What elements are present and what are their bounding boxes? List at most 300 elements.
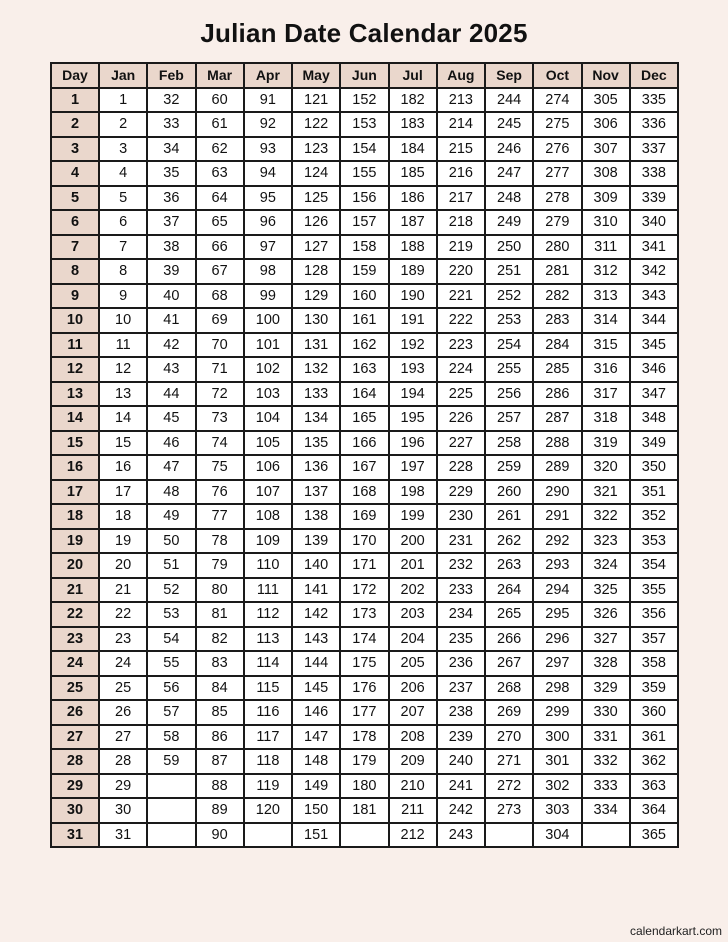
julian-date-cell: 325 <box>582 578 630 603</box>
julian-date-cell: 236 <box>437 651 485 676</box>
julian-date-cell: 12 <box>99 357 147 382</box>
julian-date-cell: 161 <box>340 308 388 333</box>
julian-date-cell: 220 <box>437 259 485 284</box>
day-number-cell: 24 <box>51 651 99 676</box>
julian-date-cell: 136 <box>292 455 340 480</box>
julian-date-cell: 317 <box>582 382 630 407</box>
julian-date-cell: 354 <box>630 553 678 578</box>
julian-date-cell: 334 <box>582 798 630 823</box>
julian-date-cell: 83 <box>196 651 244 676</box>
month-column-header: May <box>292 63 340 88</box>
julian-date-cell: 273 <box>485 798 533 823</box>
julian-date-cell: 51 <box>147 553 195 578</box>
julian-date-cell: 280 <box>533 235 581 260</box>
julian-date-cell: 230 <box>437 504 485 529</box>
julian-date-cell <box>147 774 195 799</box>
julian-date-cell: 128 <box>292 259 340 284</box>
table-row <box>51 504 678 529</box>
julian-date-cell: 130 <box>292 308 340 333</box>
julian-date-cell: 159 <box>340 259 388 284</box>
julian-date-cell: 337 <box>630 137 678 162</box>
julian-date-cell: 139 <box>292 529 340 554</box>
table-row <box>51 627 678 652</box>
julian-date-cell: 248 <box>485 186 533 211</box>
julian-date-cell: 82 <box>196 627 244 652</box>
julian-date-cell: 21 <box>99 578 147 603</box>
julian-date-cell: 28 <box>99 749 147 774</box>
table-row <box>51 553 678 578</box>
julian-date-cell: 74 <box>196 431 244 456</box>
julian-date-cell: 348 <box>630 406 678 431</box>
julian-date-cell: 189 <box>389 259 437 284</box>
julian-date-cell: 66 <box>196 235 244 260</box>
julian-date-cell: 54 <box>147 627 195 652</box>
julian-date-cell: 185 <box>389 161 437 186</box>
day-number-cell: 16 <box>51 455 99 480</box>
julian-date-cell: 187 <box>389 210 437 235</box>
table-row <box>51 798 678 823</box>
julian-date-cell: 151 <box>292 823 340 848</box>
julian-date-cell: 360 <box>630 700 678 725</box>
julian-date-cell: 309 <box>582 186 630 211</box>
julian-date-cell: 357 <box>630 627 678 652</box>
julian-date-cell: 186 <box>389 186 437 211</box>
julian-date-cell: 152 <box>340 88 388 113</box>
julian-date-cell: 50 <box>147 529 195 554</box>
julian-date-cell: 208 <box>389 725 437 750</box>
julian-date-cell: 305 <box>582 88 630 113</box>
julian-date-cell: 320 <box>582 455 630 480</box>
julian-date-cell: 142 <box>292 602 340 627</box>
julian-date-cell: 26 <box>99 700 147 725</box>
julian-date-cell: 256 <box>485 382 533 407</box>
julian-date-cell: 338 <box>630 161 678 186</box>
julian-date-cell: 307 <box>582 137 630 162</box>
julian-date-cell <box>582 823 630 848</box>
day-number-cell: 5 <box>51 186 99 211</box>
julian-date-cell: 87 <box>196 749 244 774</box>
julian-date-cell: 262 <box>485 529 533 554</box>
julian-date-cell: 147 <box>292 725 340 750</box>
table-row <box>51 431 678 456</box>
day-number-cell: 22 <box>51 602 99 627</box>
julian-date-cell: 156 <box>340 186 388 211</box>
julian-date-cell: 298 <box>533 676 581 701</box>
julian-date-cell: 252 <box>485 284 533 309</box>
julian-date-cell: 9 <box>99 284 147 309</box>
month-column-header: Apr <box>244 63 292 88</box>
julian-date-cell: 306 <box>582 112 630 137</box>
julian-date-cell: 349 <box>630 431 678 456</box>
julian-date-cell: 292 <box>533 529 581 554</box>
julian-date-cell: 314 <box>582 308 630 333</box>
julian-date-cell: 253 <box>485 308 533 333</box>
julian-date-cell: 20 <box>99 553 147 578</box>
day-number-cell: 11 <box>51 333 99 358</box>
julian-date-cell: 244 <box>485 88 533 113</box>
julian-date-cell: 278 <box>533 186 581 211</box>
julian-date-cell: 137 <box>292 480 340 505</box>
julian-date-cell: 169 <box>340 504 388 529</box>
julian-date-cell: 115 <box>244 676 292 701</box>
julian-date-cell: 274 <box>533 88 581 113</box>
julian-date-cell: 287 <box>533 406 581 431</box>
julian-date-cell: 43 <box>147 357 195 382</box>
julian-date-cell: 119 <box>244 774 292 799</box>
julian-date-cell: 277 <box>533 161 581 186</box>
julian-date-cell: 200 <box>389 529 437 554</box>
julian-date-cell: 301 <box>533 749 581 774</box>
julian-date-cell: 165 <box>340 406 388 431</box>
julian-date-cell: 346 <box>630 357 678 382</box>
julian-date-cell: 199 <box>389 504 437 529</box>
julian-date-cell: 285 <box>533 357 581 382</box>
julian-date-cell: 175 <box>340 651 388 676</box>
julian-date-cell: 332 <box>582 749 630 774</box>
julian-date-cell: 132 <box>292 357 340 382</box>
julian-date-cell: 30 <box>99 798 147 823</box>
julian-date-cell: 279 <box>533 210 581 235</box>
julian-date-cell: 58 <box>147 725 195 750</box>
julian-date-cell: 153 <box>340 112 388 137</box>
julian-date-cell: 263 <box>485 553 533 578</box>
julian-date-cell: 6 <box>99 210 147 235</box>
julian-date-cell: 216 <box>437 161 485 186</box>
julian-date-cell: 126 <box>292 210 340 235</box>
julian-date-cell: 113 <box>244 627 292 652</box>
julian-date-cell: 71 <box>196 357 244 382</box>
julian-date-cell: 363 <box>630 774 678 799</box>
julian-date-cell: 103 <box>244 382 292 407</box>
julian-date-cell: 176 <box>340 676 388 701</box>
julian-date-cell: 282 <box>533 284 581 309</box>
julian-date-cell: 168 <box>340 480 388 505</box>
julian-date-cell: 27 <box>99 725 147 750</box>
julian-date-cell: 197 <box>389 455 437 480</box>
julian-date-cell <box>147 798 195 823</box>
day-number-cell: 21 <box>51 578 99 603</box>
julian-date-cell: 37 <box>147 210 195 235</box>
day-number-cell: 23 <box>51 627 99 652</box>
julian-date-cell: 272 <box>485 774 533 799</box>
table-row <box>51 333 678 358</box>
julian-date-cell: 268 <box>485 676 533 701</box>
julian-date-cell: 68 <box>196 284 244 309</box>
day-number-cell: 31 <box>51 823 99 848</box>
julian-date-cell: 77 <box>196 504 244 529</box>
julian-date-cell: 143 <box>292 627 340 652</box>
julian-date-cell: 296 <box>533 627 581 652</box>
julian-date-cell: 227 <box>437 431 485 456</box>
table-row <box>51 700 678 725</box>
julian-date-cell: 205 <box>389 651 437 676</box>
julian-date-cell: 350 <box>630 455 678 480</box>
julian-date-cell: 302 <box>533 774 581 799</box>
julian-date-cell: 266 <box>485 627 533 652</box>
julian-date-cell: 239 <box>437 725 485 750</box>
table-row <box>51 406 678 431</box>
table-row <box>51 651 678 676</box>
julian-date-cell: 202 <box>389 578 437 603</box>
table-row <box>51 382 678 407</box>
julian-date-cell: 284 <box>533 333 581 358</box>
julian-date-cell: 299 <box>533 700 581 725</box>
julian-date-cell: 79 <box>196 553 244 578</box>
julian-date-cell: 171 <box>340 553 388 578</box>
julian-date-cell <box>147 823 195 848</box>
julian-date-cell: 76 <box>196 480 244 505</box>
julian-date-cell: 127 <box>292 235 340 260</box>
julian-date-cell: 170 <box>340 529 388 554</box>
table-row <box>51 774 678 799</box>
julian-date-cell: 213 <box>437 88 485 113</box>
day-number-cell: 14 <box>51 406 99 431</box>
julian-date-cell: 201 <box>389 553 437 578</box>
julian-date-cell: 271 <box>485 749 533 774</box>
julian-date-cell: 89 <box>196 798 244 823</box>
julian-date-cell: 322 <box>582 504 630 529</box>
julian-date-cell: 117 <box>244 725 292 750</box>
julian-date-cell: 19 <box>99 529 147 554</box>
julian-date-cell: 1 <box>99 88 147 113</box>
month-column-header: Sep <box>485 63 533 88</box>
table-row <box>51 161 678 186</box>
julian-date-cell: 163 <box>340 357 388 382</box>
julian-date-cell: 328 <box>582 651 630 676</box>
julian-date-cell: 290 <box>533 480 581 505</box>
julian-date-cell: 196 <box>389 431 437 456</box>
julian-date-cell: 324 <box>582 553 630 578</box>
day-number-cell: 15 <box>51 431 99 456</box>
julian-date-cell: 62 <box>196 137 244 162</box>
julian-date-cell: 198 <box>389 480 437 505</box>
julian-date-cell: 160 <box>340 284 388 309</box>
julian-date-cell: 59 <box>147 749 195 774</box>
table-row <box>51 480 678 505</box>
julian-date-cell: 49 <box>147 504 195 529</box>
julian-date-cell: 212 <box>389 823 437 848</box>
julian-date-cell: 135 <box>292 431 340 456</box>
julian-date-cell: 223 <box>437 333 485 358</box>
julian-date-cell: 100 <box>244 308 292 333</box>
julian-date-cell: 190 <box>389 284 437 309</box>
julian-date-cell: 167 <box>340 455 388 480</box>
julian-date-cell: 303 <box>533 798 581 823</box>
julian-date-cell: 275 <box>533 112 581 137</box>
julian-date-cell: 157 <box>340 210 388 235</box>
julian-date-cell: 18 <box>99 504 147 529</box>
julian-date-cell: 93 <box>244 137 292 162</box>
julian-date-cell: 359 <box>630 676 678 701</box>
julian-date-cell: 249 <box>485 210 533 235</box>
table-row <box>51 235 678 260</box>
julian-date-cell: 257 <box>485 406 533 431</box>
julian-date-cell: 204 <box>389 627 437 652</box>
month-column-header: Jun <box>340 63 388 88</box>
month-column-header: Oct <box>533 63 581 88</box>
julian-date-cell: 35 <box>147 161 195 186</box>
day-number-cell: 3 <box>51 137 99 162</box>
julian-date-cell: 214 <box>437 112 485 137</box>
table-body <box>51 88 678 848</box>
julian-date-cell: 47 <box>147 455 195 480</box>
day-number-cell: 6 <box>51 210 99 235</box>
julian-date-cell: 219 <box>437 235 485 260</box>
julian-date-cell: 81 <box>196 602 244 627</box>
month-column-header: Aug <box>437 63 485 88</box>
month-column-header: Jul <box>389 63 437 88</box>
julian-date-cell: 45 <box>147 406 195 431</box>
julian-date-cell: 141 <box>292 578 340 603</box>
julian-date-cell: 344 <box>630 308 678 333</box>
table-row <box>51 112 678 137</box>
julian-date-cell: 148 <box>292 749 340 774</box>
day-number-cell: 7 <box>51 235 99 260</box>
julian-date-cell: 13 <box>99 382 147 407</box>
julian-date-cell: 195 <box>389 406 437 431</box>
julian-date-cell: 133 <box>292 382 340 407</box>
julian-date-cell: 183 <box>389 112 437 137</box>
julian-date-cell: 44 <box>147 382 195 407</box>
julian-date-cell: 123 <box>292 137 340 162</box>
table-row <box>51 259 678 284</box>
julian-date-cell: 323 <box>582 529 630 554</box>
table-row <box>51 357 678 382</box>
day-number-cell: 8 <box>51 259 99 284</box>
julian-date-cell: 331 <box>582 725 630 750</box>
julian-date-cell: 184 <box>389 137 437 162</box>
julian-date-cell: 146 <box>292 700 340 725</box>
julian-date-cell: 104 <box>244 406 292 431</box>
julian-date-cell: 80 <box>196 578 244 603</box>
day-number-cell: 28 <box>51 749 99 774</box>
julian-date-cell: 24 <box>99 651 147 676</box>
julian-date-cell: 243 <box>437 823 485 848</box>
month-column-header: Nov <box>582 63 630 88</box>
julian-date-cell: 164 <box>340 382 388 407</box>
julian-date-cell: 3 <box>99 137 147 162</box>
julian-date-cell: 65 <box>196 210 244 235</box>
julian-date-cell: 295 <box>533 602 581 627</box>
julian-date-cell: 173 <box>340 602 388 627</box>
day-number-cell: 17 <box>51 480 99 505</box>
julian-date-cell: 211 <box>389 798 437 823</box>
julian-date-cell: 207 <box>389 700 437 725</box>
julian-date-cell: 181 <box>340 798 388 823</box>
julian-date-cell: 270 <box>485 725 533 750</box>
day-number-cell: 2 <box>51 112 99 137</box>
table-row <box>51 676 678 701</box>
julian-date-cell: 355 <box>630 578 678 603</box>
julian-date-cell: 358 <box>630 651 678 676</box>
julian-date-cell: 335 <box>630 88 678 113</box>
julian-date-cell: 191 <box>389 308 437 333</box>
julian-date-cell: 311 <box>582 235 630 260</box>
julian-date-cell: 339 <box>630 186 678 211</box>
julian-date-cell: 96 <box>244 210 292 235</box>
month-column-header: Jan <box>99 63 147 88</box>
julian-date-cell: 283 <box>533 308 581 333</box>
julian-date-cell: 264 <box>485 578 533 603</box>
julian-date-cell: 14 <box>99 406 147 431</box>
julian-date-cell: 23 <box>99 627 147 652</box>
julian-date-cell: 269 <box>485 700 533 725</box>
julian-date-cell: 17 <box>99 480 147 505</box>
julian-date-cell: 218 <box>437 210 485 235</box>
julian-date-cell: 267 <box>485 651 533 676</box>
table-row <box>51 137 678 162</box>
julian-date-cell: 246 <box>485 137 533 162</box>
julian-date-cell: 2 <box>99 112 147 137</box>
table-row <box>51 823 678 848</box>
julian-date-cell: 217 <box>437 186 485 211</box>
julian-date-cell: 318 <box>582 406 630 431</box>
julian-date-cell: 125 <box>292 186 340 211</box>
julian-date-cell: 180 <box>340 774 388 799</box>
julian-date-cell: 98 <box>244 259 292 284</box>
julian-date-cell: 154 <box>340 137 388 162</box>
julian-date-cell: 179 <box>340 749 388 774</box>
julian-date-cell: 178 <box>340 725 388 750</box>
julian-date-cell: 193 <box>389 357 437 382</box>
julian-date-cell: 289 <box>533 455 581 480</box>
julian-date-cell: 42 <box>147 333 195 358</box>
julian-date-cell: 221 <box>437 284 485 309</box>
julian-date-cell: 11 <box>99 333 147 358</box>
julian-date-cell: 145 <box>292 676 340 701</box>
julian-date-cell: 60 <box>196 88 244 113</box>
table-row <box>51 725 678 750</box>
julian-date-cell: 234 <box>437 602 485 627</box>
julian-date-cell: 293 <box>533 553 581 578</box>
julian-date-cell: 57 <box>147 700 195 725</box>
month-column-header: Feb <box>147 63 195 88</box>
julian-date-cell: 258 <box>485 431 533 456</box>
julian-date-cell: 29 <box>99 774 147 799</box>
julian-date-cell: 316 <box>582 357 630 382</box>
julian-date-cell: 326 <box>582 602 630 627</box>
julian-date-cell: 361 <box>630 725 678 750</box>
julian-date-cell: 210 <box>389 774 437 799</box>
julian-date-cell: 351 <box>630 480 678 505</box>
julian-date-cell: 55 <box>147 651 195 676</box>
julian-date-cell: 149 <box>292 774 340 799</box>
julian-date-cell: 22 <box>99 602 147 627</box>
julian-date-cell: 226 <box>437 406 485 431</box>
julian-date-cell: 144 <box>292 651 340 676</box>
julian-date-table <box>50 62 679 848</box>
julian-date-cell: 36 <box>147 186 195 211</box>
julian-date-cell: 158 <box>340 235 388 260</box>
julian-date-cell: 121 <box>292 88 340 113</box>
julian-date-cell: 313 <box>582 284 630 309</box>
julian-date-cell: 356 <box>630 602 678 627</box>
julian-date-cell: 174 <box>340 627 388 652</box>
julian-date-cell: 297 <box>533 651 581 676</box>
table-row <box>51 88 678 113</box>
julian-date-cell: 86 <box>196 725 244 750</box>
julian-date-cell: 247 <box>485 161 533 186</box>
julian-date-cell: 342 <box>630 259 678 284</box>
julian-date-cell: 46 <box>147 431 195 456</box>
julian-date-cell: 75 <box>196 455 244 480</box>
julian-date-cell: 206 <box>389 676 437 701</box>
julian-date-cell: 288 <box>533 431 581 456</box>
day-number-cell: 26 <box>51 700 99 725</box>
table-row <box>51 529 678 554</box>
julian-date-cell: 95 <box>244 186 292 211</box>
julian-date-cell: 341 <box>630 235 678 260</box>
